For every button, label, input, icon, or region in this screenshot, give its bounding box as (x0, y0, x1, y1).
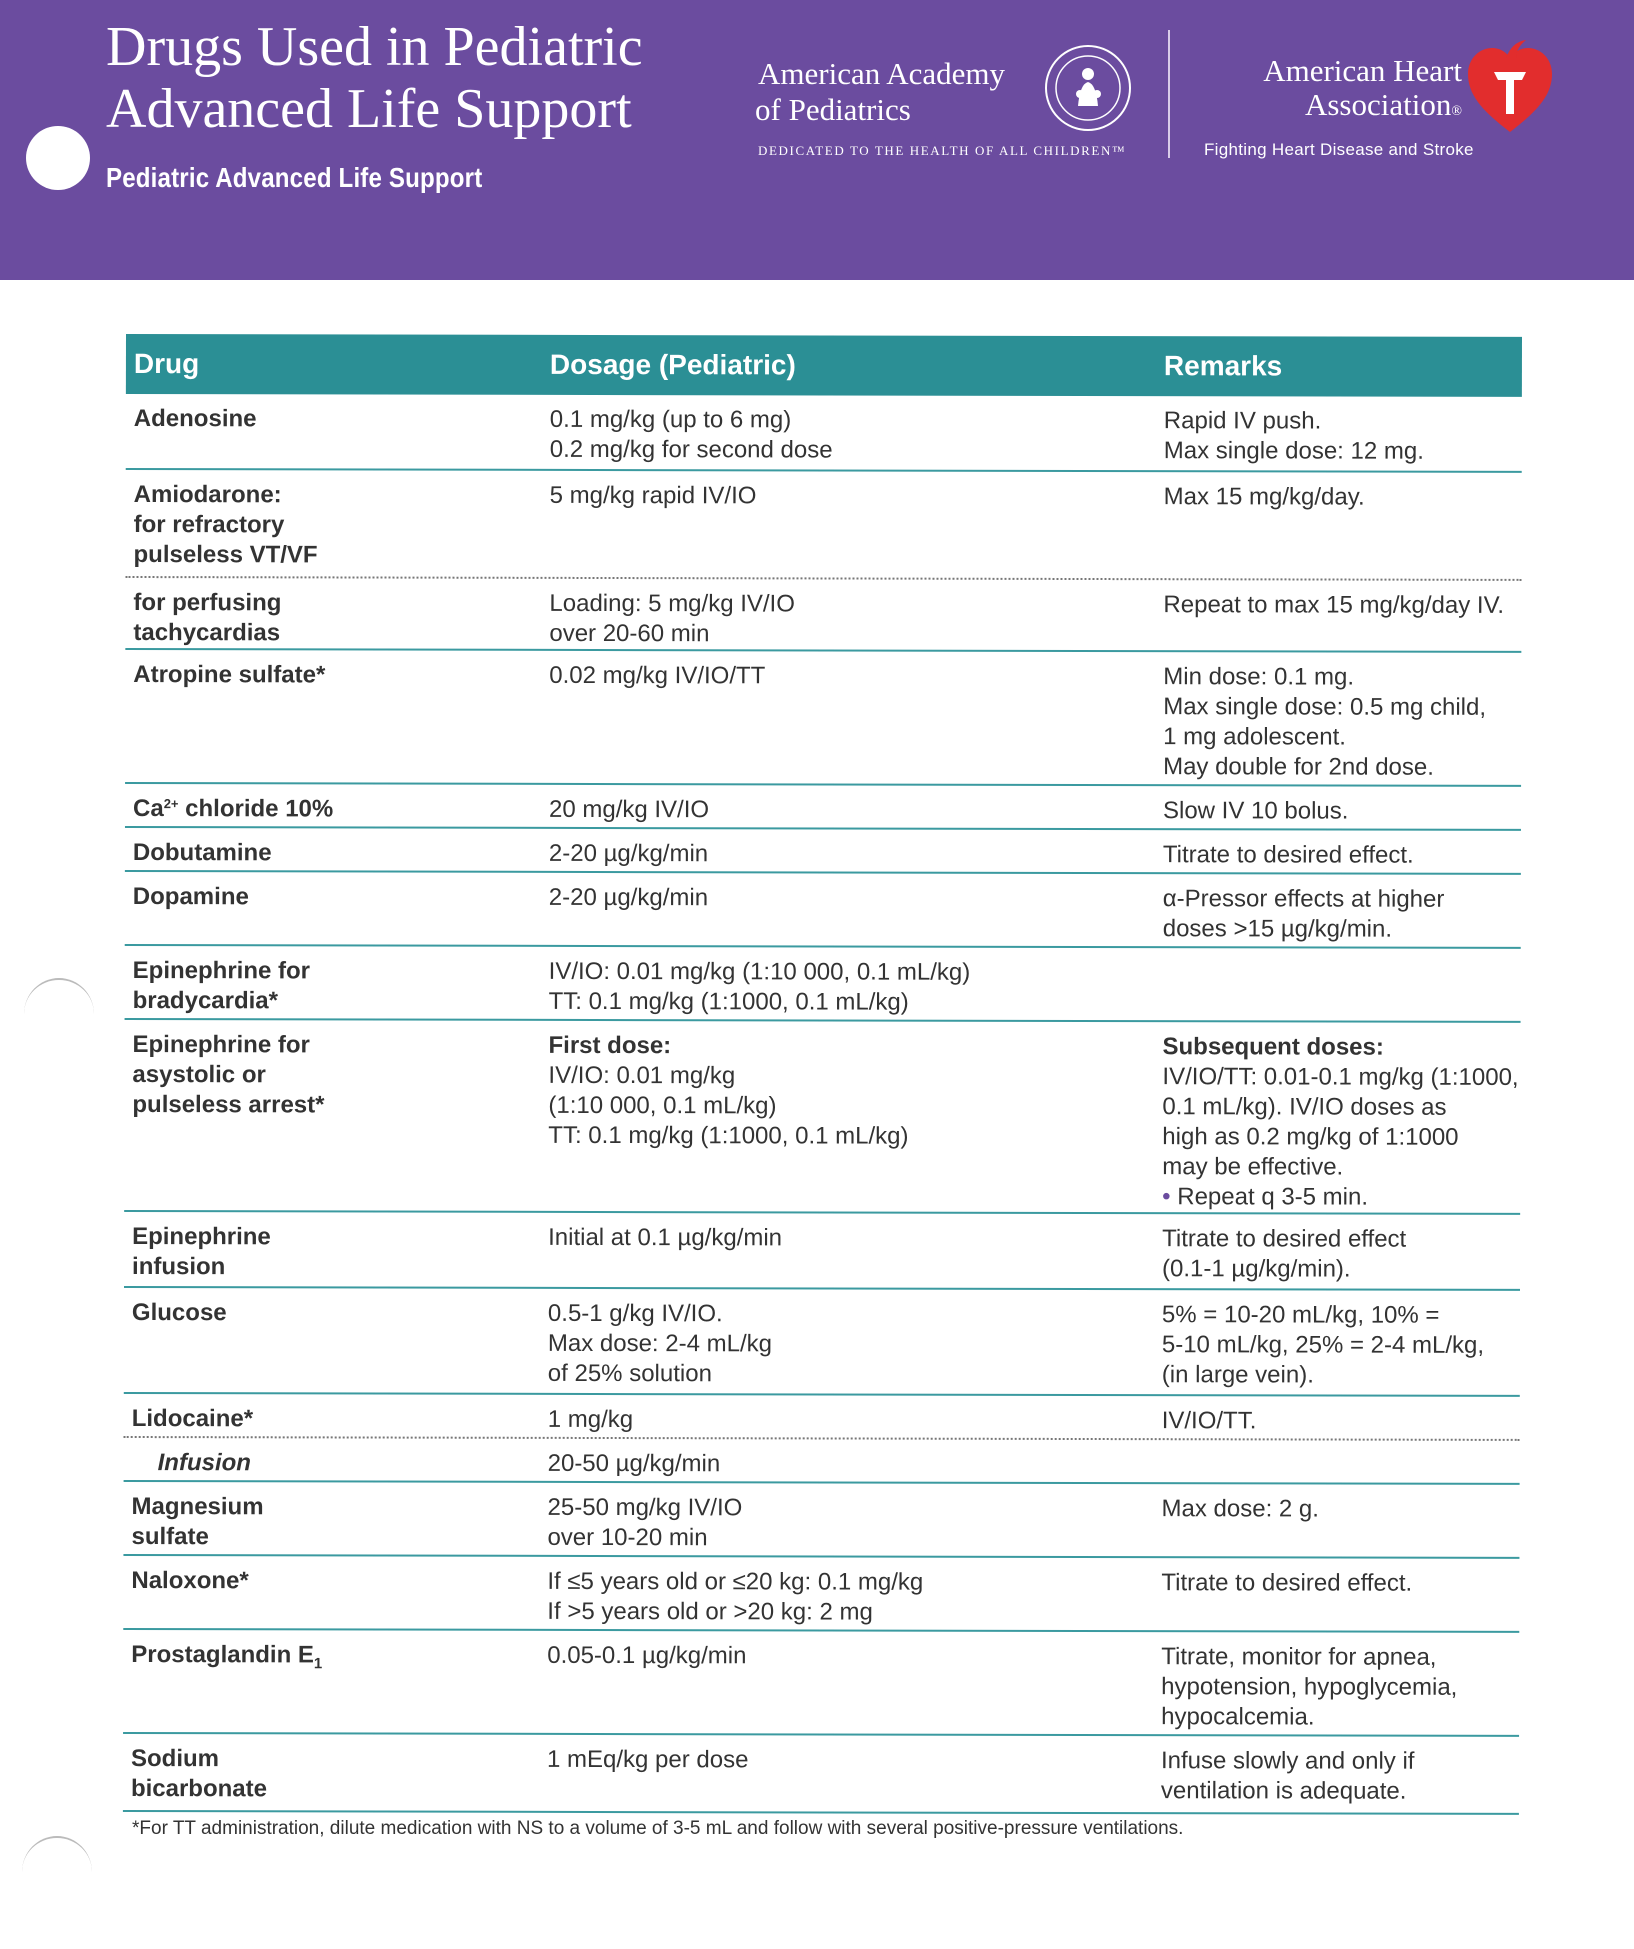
drug-cell (131, 1492, 531, 1553)
drug-text: Sodium (130, 1745, 220, 1773)
remarks-cell (1164, 406, 1534, 467)
remarks-text: 0.1 mL/kg). IV/IO doses as (1162, 1093, 1447, 1121)
dose-text: 0.05-0.1 µg/kg/min (547, 1641, 747, 1670)
dose-text: (1:10 000, 0.1 mL/kg) (548, 1091, 777, 1120)
remarks-text: Min dose: 0.1 mg. (1163, 663, 1355, 691)
drug-cell (133, 660, 533, 691)
remarks-text: (0.1-1 µg/kg/min). (1162, 1255, 1351, 1283)
header-band (0, 0, 1634, 280)
remarks-text: Max dose: 2 g. (1161, 1495, 1319, 1523)
dose-cell (547, 1641, 1147, 1672)
remarks-cell (1161, 1642, 1531, 1733)
dose-text: IV/IO: 0.01 mg/kg (548, 1061, 736, 1090)
drug-text: Naloxone* (131, 1567, 249, 1595)
drug-cell (134, 404, 534, 435)
dose-text: 2-20 µg/kg/min (548, 883, 709, 912)
table-row (124, 1394, 1520, 1441)
drug-text: Ca (132, 795, 164, 823)
table-row (123, 1734, 1519, 1815)
dose-text: TT: 0.1 mg/kg (1:1000, 0.1 mL/kg) (548, 987, 909, 1016)
dose-cell (548, 1299, 1148, 1390)
remarks-text: Repeat q 3-5 min. (1177, 1183, 1369, 1211)
punch-hole-outline (22, 1836, 92, 1908)
table-row (125, 872, 1521, 949)
remarks-text: Titrate to desired effect (1162, 1225, 1407, 1253)
logo-divider (1168, 30, 1170, 158)
remarks-cell (1162, 1032, 1532, 1213)
header-remarks: Remarks (1163, 350, 1283, 382)
table-header (126, 334, 1522, 397)
drug-cell (133, 588, 533, 649)
remarks-text: Max 15 mg/kg/day. (1163, 483, 1365, 511)
dose-text: IV/IO: 0.01 mg/kg (1:10 000, 0.1 mL/kg) (548, 957, 971, 986)
aha-name-line-1: American Heart (1263, 53, 1462, 88)
drug-table (123, 334, 1522, 1815)
table-row (123, 1482, 1519, 1559)
drug-text: Adenosine (133, 405, 257, 433)
drug-cell (132, 1448, 532, 1479)
drug-cell (132, 1404, 532, 1435)
aha-registered-mark: ® (1451, 104, 1462, 119)
dose-cell (548, 1031, 1148, 1152)
remarks-bullet-line (1162, 1182, 1532, 1213)
dose-text: 0.2 mg/kg for second dose (549, 435, 833, 464)
table-row (125, 650, 1521, 787)
remarks-text: may be effective. (1162, 1153, 1344, 1181)
dose-cell (548, 1449, 1148, 1480)
remarks-text: Infuse slowly and only if (1160, 1747, 1415, 1775)
aap-name-line-1: American Academy (758, 56, 1006, 91)
drug-text: Dobutamine (132, 839, 272, 867)
aha-name-word: Association (1304, 87, 1452, 122)
remarks-text: 1 mg adolescent. (1163, 723, 1346, 751)
dose-cell (549, 883, 1149, 914)
drug-text: sulfate (131, 1523, 209, 1551)
dose-cell (549, 661, 1149, 692)
remarks-cell (1163, 840, 1533, 871)
drug-cell (132, 1222, 532, 1283)
dose-text: over 20-60 min (549, 619, 710, 648)
title-line-1: Drugs Used in Pediatric (106, 16, 643, 78)
dose-text: Initial at 0.1 µg/kg/min (548, 1223, 783, 1252)
drug-cell (133, 882, 533, 913)
dose-cell (547, 1745, 1147, 1776)
drug-cell (131, 1640, 531, 1680)
table-row (124, 1020, 1520, 1215)
remarks-text: ventilation is adequate. (1160, 1777, 1407, 1805)
remarks-cell (1162, 1300, 1532, 1391)
heart-torch-icon (1464, 36, 1556, 136)
remarks-text: IV/IO/TT. (1161, 1407, 1257, 1435)
table-row (123, 1556, 1519, 1633)
remarks-text: Titrate to desired effect. (1162, 841, 1414, 869)
drug-text: for refractory (133, 511, 285, 539)
remarks-text: Max single dose: 0.5 mg child, (1163, 693, 1487, 721)
aha-name (1190, 54, 1462, 129)
drug-text: Magnesium (131, 1493, 264, 1521)
table-row (124, 1212, 1520, 1291)
dose-text: 0.1 mg/kg (up to 6 mg) (549, 405, 792, 434)
table-row (125, 946, 1521, 1023)
drug-subscript: 1 (313, 1655, 323, 1673)
table-row (125, 828, 1521, 875)
drug-text: pulseless VT/VF (133, 541, 318, 569)
drug-cell (132, 1298, 532, 1329)
remarks-cell (1164, 482, 1534, 513)
drug-superscript: 2+ (163, 796, 179, 812)
drug-text: Dopamine (132, 883, 249, 911)
footnote: *For TT administration, dilute medication with NS to a volume of 3-5 mL and follow with several positive-pressure ventilations. (132, 1818, 1184, 1839)
drug-text: for perfusing (133, 589, 282, 617)
drug-text: Atropine sulfate* (133, 661, 326, 689)
remarks-cell (1162, 1406, 1532, 1437)
drug-text: bradycardia* (132, 987, 279, 1015)
dose-text: TT: 0.1 mg/kg (1:1000, 0.1 mL/kg) (548, 1121, 909, 1150)
dose-text: Max dose: 2-4 mL/kg (547, 1329, 773, 1358)
dose-cell (548, 1223, 1148, 1254)
dose-text: If >5 years old or >20 kg: 2 mg (547, 1597, 873, 1626)
drug-cell (132, 1030, 532, 1121)
punch-hole-outline (24, 978, 94, 1050)
dose-text: of 25% solution (547, 1359, 712, 1388)
drug-text: Epinephrine (132, 1223, 271, 1251)
dose-text: 20-50 µg/kg/min (547, 1449, 721, 1478)
drug-text: Lidocaine* (131, 1405, 254, 1433)
dose-cell (549, 589, 1149, 650)
remarks-text: α-Pressor effects at higher (1162, 885, 1445, 913)
drug-text: Glucose (131, 1299, 227, 1327)
table-row (124, 1288, 1520, 1397)
remarks-text: 5-10 mL/kg, 25% = 2-4 mL/kg, (1161, 1331, 1485, 1359)
drug-cell (133, 794, 533, 825)
punch-hole (26, 126, 90, 190)
dose-text: 1 mg/kg (547, 1405, 634, 1434)
remarks-text: 5% = 10-20 mL/kg, 10% = (1161, 1301, 1440, 1329)
dose-cell (549, 957, 1149, 1018)
drug-cell (133, 956, 533, 1017)
remarks-heading: Subsequent doses: (1162, 1033, 1384, 1061)
remarks-cell (1163, 590, 1533, 621)
remarks-text: May double for 2nd dose. (1163, 753, 1434, 781)
drug-text: bicarbonate (130, 1775, 268, 1803)
table-row (125, 470, 1521, 581)
dose-heading: First dose: (548, 1031, 672, 1060)
dose-cell (548, 1405, 1148, 1436)
dose-cell (547, 1493, 1147, 1554)
drug-text: asystolic or (132, 1061, 266, 1089)
remarks-cell (1162, 1224, 1532, 1285)
drug-text: tachycardias (133, 619, 281, 647)
header-drug: Drug (133, 348, 200, 380)
drug-text: Infusion (157, 1449, 251, 1477)
aha-name-line-2 (1190, 88, 1462, 129)
dose-cell (549, 795, 1149, 826)
remarks-text: Slow IV 10 bolus. (1162, 797, 1349, 825)
drug-cell (134, 480, 534, 571)
aap-seal-icon (1044, 44, 1132, 132)
page-subtitle: Pediatric Advanced Life Support (106, 162, 483, 193)
remarks-cell (1163, 958, 1533, 959)
table-row (125, 784, 1521, 831)
aap-name-line-2: of Pediatrics (755, 92, 911, 127)
aha-tagline: Fighting Heart Disease and Stroke (1204, 140, 1474, 159)
remarks-text: Max single dose: 12 mg. (1163, 437, 1424, 465)
dose-cell (549, 839, 1149, 870)
drug-text: chloride 10% (178, 795, 334, 823)
dose-text: 1 mEq/kg per dose (546, 1745, 749, 1774)
remarks-text: hypocalcemia. (1161, 1703, 1315, 1731)
table-row (123, 1630, 1519, 1737)
remarks-cell (1161, 1568, 1531, 1599)
remarks-text: (in large vein). (1161, 1361, 1314, 1389)
remarks-text: doses >15 µg/kg/min. (1162, 915, 1393, 943)
remarks-cell (1163, 662, 1533, 783)
table-row (124, 1438, 1520, 1485)
dose-text: 0.5-1 g/kg IV/IO. (547, 1299, 723, 1328)
dose-text: If ≤5 years old or ≤20 kg: 0.1 mg/kg (547, 1567, 924, 1596)
remarks-text: Rapid IV push. (1163, 407, 1322, 435)
remarks-cell (1162, 1494, 1532, 1525)
dose-text: 20 mg/kg IV/IO (548, 795, 710, 824)
table-row (126, 394, 1522, 473)
drug-cell (131, 1744, 531, 1805)
drug-text: Epinephrine for (132, 1031, 310, 1059)
dose-cell (550, 481, 1150, 512)
dose-cell (550, 405, 1150, 466)
dose-text: over 10-20 min (547, 1523, 708, 1552)
dose-text: 0.02 mg/kg IV/IO/TT (549, 661, 766, 690)
remarks-text: high as 0.2 mg/kg of 1:1000 (1162, 1123, 1459, 1151)
dose-text: 2-20 µg/kg/min (548, 839, 709, 868)
remarks-text: hypotension, hypoglycemia, (1161, 1673, 1458, 1701)
drug-cell (131, 1566, 531, 1597)
title-line-2: Advanced Life Support (106, 78, 632, 140)
remarks-cell (1163, 796, 1533, 827)
table-row (125, 578, 1521, 653)
remarks-cell (1162, 1450, 1532, 1451)
bullet-icon: • (1162, 1183, 1178, 1211)
remarks-text: IV/IO/TT: 0.01-0.1 mg/kg (1:1000, (1162, 1063, 1519, 1091)
drug-cell (133, 838, 533, 869)
remarks-text: Titrate to desired effect. (1161, 1569, 1413, 1597)
drug-text: Prostaglandin E (131, 1641, 314, 1669)
remarks-text: Titrate, monitor for apnea, (1161, 1643, 1437, 1671)
aap-tagline: DEDICATED TO THE HEALTH OF ALL CHILDREN™ (758, 143, 1127, 158)
aap-name (755, 56, 1058, 128)
dose-cell (547, 1567, 1147, 1628)
remarks-cell (1161, 1746, 1531, 1807)
dose-text: Loading: 5 mg/kg IV/IO (549, 589, 795, 618)
remarks-text: Repeat to max 15 mg/kg/day IV. (1163, 591, 1505, 619)
header-dosage: Dosage (Pediatric) (549, 348, 796, 381)
drug-text: infusion (132, 1253, 226, 1281)
drug-text: pulseless arrest* (132, 1091, 325, 1119)
page-title (106, 16, 706, 140)
remarks-cell (1163, 884, 1533, 945)
dose-text: 25-50 mg/kg IV/IO (547, 1493, 743, 1522)
drug-text: Epinephrine for (132, 957, 311, 985)
dose-text: 5 mg/kg rapid IV/IO (549, 481, 757, 510)
drug-text: Amiodarone: (133, 481, 282, 509)
